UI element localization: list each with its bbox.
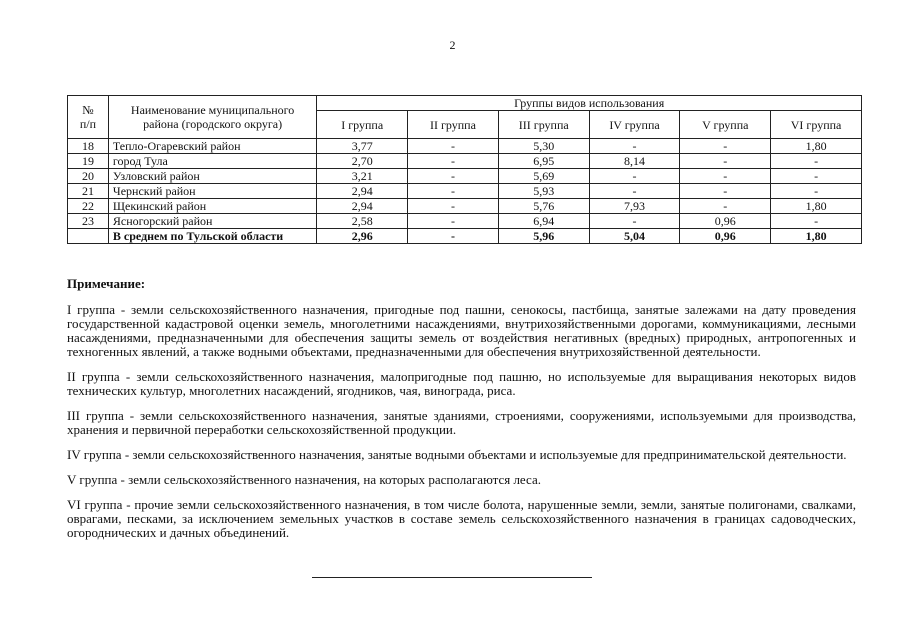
group-value-1: 3,77 (317, 139, 408, 154)
group-value-6: - (771, 184, 862, 199)
page-number: 2 (449, 38, 456, 52)
group-value-1: 2,94 (317, 184, 408, 199)
group-value-2: - (408, 184, 499, 199)
header-group-5: V группа (680, 111, 771, 139)
group-value-3: 5,93 (498, 184, 589, 199)
header-group-2: II группа (408, 111, 499, 139)
note-paragraph: V группа - земли сельскохозяйственного назначения, на которых располагаются леса. (67, 472, 541, 487)
table-row (68, 139, 862, 154)
group-value-5: - (680, 169, 771, 184)
group-value-6: 1,80 (771, 139, 862, 154)
group-value-4: - (589, 184, 680, 199)
row-number: 18 (68, 139, 109, 154)
group-value-2: - (408, 229, 499, 244)
table-row (68, 199, 862, 214)
note-paragraph: III группа - земли сельскохозяйственного назначения, занятые зданиями, строениями, сооружениями, используемыми для производства, хранения и первичной переработки сельскохозяйственной продукции. (67, 408, 856, 437)
row-number: 23 (68, 214, 109, 229)
group-value-5: - (680, 139, 771, 154)
row-number: 20 (68, 169, 109, 184)
group-value-1: 2,70 (317, 154, 408, 169)
group-value-2: - (408, 169, 499, 184)
note-paragraph: I группа - земли сельскохозяйственного назначения, пригодные под пашни, сенокосы, пастбища, занятые залежами на дату проведения государственной кадастровой оценки земель, многолетними насаждениями, внутрихозяйственными дорогами, коммуникациями, лесными насаждениями, предназначенными для обеспечения защиты земель от воздействия негативных (вредных) природных, антропогенных и техногенных явлений, а также водными объектами, предназначенными для обеспечения внутрихозяйственной деятельности. (67, 302, 856, 359)
group-value-5: 0,96 (680, 214, 771, 229)
notes-section (67, 277, 856, 551)
header-group-6: VI группа (771, 111, 862, 139)
group-value-4: 7,93 (589, 199, 680, 214)
group-value-5: - (680, 184, 771, 199)
district-name: Узловский район (108, 169, 316, 184)
group-value-4: 8,14 (589, 154, 680, 169)
row-number (68, 229, 109, 244)
header-group-1: I группа (317, 111, 408, 139)
group-value-2: - (408, 214, 499, 229)
group-value-3: 5,69 (498, 169, 589, 184)
row-number: 22 (68, 199, 109, 214)
table-row (68, 154, 862, 169)
header-group-3: III группа (498, 111, 589, 139)
row-number: 19 (68, 154, 109, 169)
group-value-4: - (589, 169, 680, 184)
group-value-6: - (771, 169, 862, 184)
group-value-4: - (589, 214, 680, 229)
table-row (68, 169, 862, 184)
group-value-6: - (771, 154, 862, 169)
group-value-3: 6,95 (498, 154, 589, 169)
header-number: № п/п (68, 96, 109, 139)
group-value-3: 5,30 (498, 139, 589, 154)
notes-heading: Примечание: (67, 276, 146, 291)
divider-line (312, 577, 592, 578)
district-name: Тепло-Огаревский район (108, 139, 316, 154)
district-name: Чернский район (108, 184, 316, 199)
group-value-1: 2,96 (317, 229, 408, 244)
district-name: Ясногорский район (108, 214, 316, 229)
group-value-2: - (408, 154, 499, 169)
group-value-5: - (680, 199, 771, 214)
district-name: Щекинский район (108, 199, 316, 214)
group-value-4: 5,04 (589, 229, 680, 244)
header-groups: Группы видов использования (317, 96, 862, 111)
group-value-5: - (680, 154, 771, 169)
land-groups-table (67, 95, 862, 244)
group-value-2: - (408, 199, 499, 214)
note-paragraph: II группа - земли сельскохозяйственного назначения, малопригодные под пашню, но используемые для выращивания некоторых видов технических культур, многолетних насаждений, ягодников, чая, винограда, риса. (67, 369, 856, 398)
group-value-1: 3,21 (317, 169, 408, 184)
row-number: 21 (68, 184, 109, 199)
group-value-4: - (589, 139, 680, 154)
district-name: В среднем по Тульской области (108, 229, 316, 244)
group-value-1: 2,58 (317, 214, 408, 229)
group-value-3: 6,94 (498, 214, 589, 229)
district-name: город Тула (108, 154, 316, 169)
table-total-row (68, 229, 862, 244)
group-value-1: 2,94 (317, 199, 408, 214)
note-paragraph: IV группа - земли сельскохозяйственного назначения, занятые водными объектами и используемые для предпринимательской деятельности. (67, 447, 847, 462)
table-row (68, 184, 862, 199)
group-value-6: - (771, 214, 862, 229)
group-value-6: 1,80 (771, 229, 862, 244)
header-district-name: Наименование муниципального района (городского округа) (108, 96, 316, 139)
header-group-4: IV группа (589, 111, 680, 139)
group-value-5: 0,96 (680, 229, 771, 244)
group-value-2: - (408, 139, 499, 154)
group-value-3: 5,76 (498, 199, 589, 214)
group-value-3: 5,96 (498, 229, 589, 244)
note-paragraph: VI группа - прочие земли сельскохозяйственного назначения, в том числе болота, нарушенные земли, земли, занятые полигонами, свалками, оврагами, песками, за исключением земельных участков в составе земель сельскохозяйственного назначения в границах садоводческих, огороднических и дачных объединений. (67, 497, 856, 540)
group-value-6: 1,80 (771, 199, 862, 214)
table-row (68, 214, 862, 229)
